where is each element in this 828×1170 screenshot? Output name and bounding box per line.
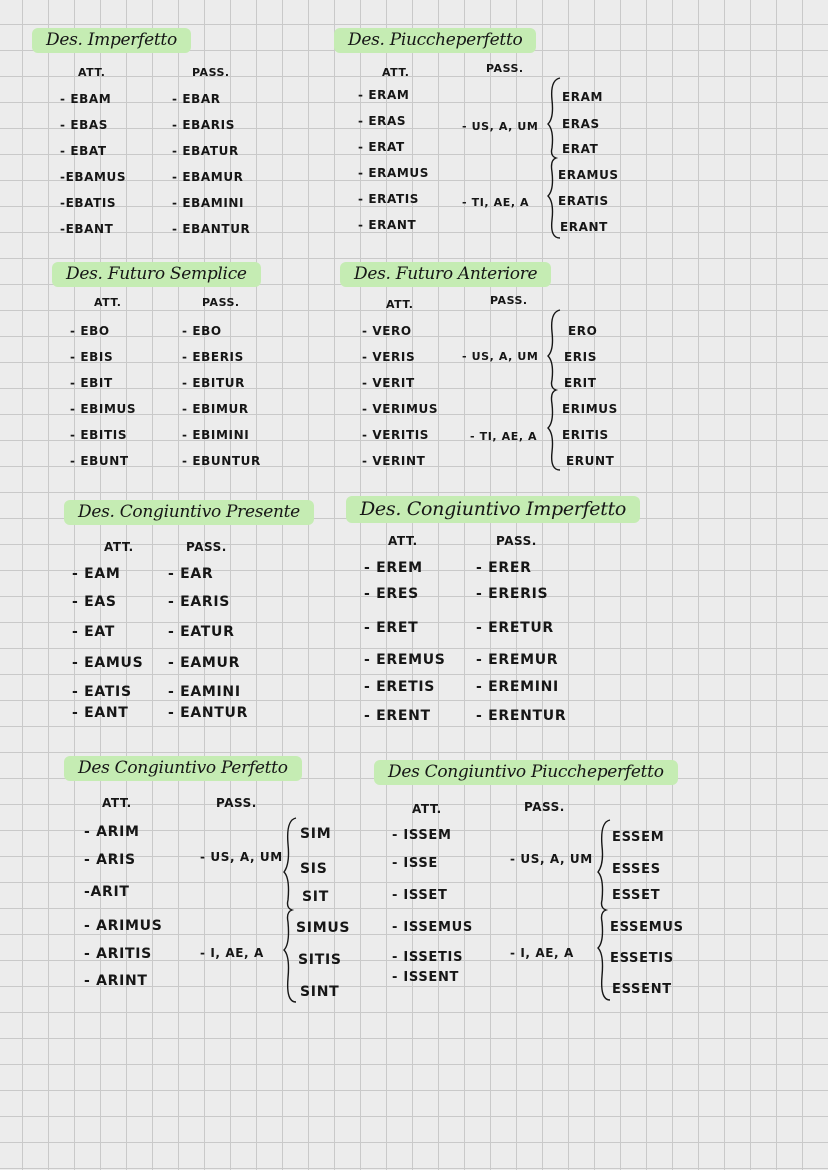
att-header: ATT. <box>102 796 132 810</box>
pass-ending: ESSEM <box>612 830 665 845</box>
att-header: ATT. <box>104 540 134 554</box>
section-title: Des. Futuro Semplice <box>52 262 261 287</box>
pass-header: PASS. <box>524 800 565 814</box>
pass-ending: - EBARIS <box>172 118 235 132</box>
att-ending: - ISSENT <box>392 970 460 985</box>
section-title: Des. Congiuntivo Presente <box>64 500 314 525</box>
pass-ending: SINT <box>300 984 340 1000</box>
pass-ending: - EANTUR <box>168 705 249 721</box>
section-futuro-anteriore <box>340 262 640 482</box>
att-ending: - ERES <box>364 586 419 602</box>
pass-ending: ERITIS <box>562 428 609 442</box>
att-ending: - EBAT <box>60 144 107 158</box>
att-ending: - EBAM <box>60 92 112 106</box>
pass-ending: - EBITUR <box>182 376 245 390</box>
att-ending: - EBIT <box>70 376 113 390</box>
att-ending: - ISSEM <box>392 828 452 843</box>
participle-endings: - I, AE, A <box>200 946 264 960</box>
att-ending: -ARIT <box>84 884 130 900</box>
pass-header: PASS. <box>186 540 227 554</box>
att-ending: - ARIS <box>84 852 136 868</box>
pass-ending: ERIS <box>564 350 597 364</box>
att-ending: - ERATIS <box>358 192 420 206</box>
pass-ending: - EBAMINI <box>172 196 245 210</box>
pass-ending: - EAR <box>168 566 214 582</box>
pass-header: PASS. <box>216 796 257 810</box>
section-congiuntivo-piuccheperfetto <box>374 760 714 1010</box>
participle-endings: - US, A, UM <box>462 350 539 363</box>
att-ending: - ISSE <box>392 856 438 871</box>
att-ending: - VERIT <box>362 376 415 390</box>
pass-ending: ESSES <box>612 862 661 877</box>
pass-ending: ERIT <box>564 376 597 390</box>
pass-ending: - EBAMUR <box>172 170 244 184</box>
pass-ending: ERUNT <box>566 454 615 468</box>
pass-ending: ESSET <box>612 888 661 903</box>
pass-ending: - EREMINI <box>476 679 559 695</box>
pass-ending: - EBIMUR <box>182 402 249 416</box>
att-ending: - EBO <box>70 324 110 338</box>
att-ending: -EBAMUS <box>60 170 127 184</box>
att-ending: - ERAM <box>358 88 410 102</box>
att-ending: - ERET <box>364 620 419 636</box>
att-ending: - ERETIS <box>364 679 436 695</box>
section-title: Des. Imperfetto <box>32 28 191 53</box>
att-ending: - ERAT <box>358 140 405 154</box>
att-ending: - EANT <box>72 705 129 721</box>
att-header: ATT. <box>388 534 418 548</box>
pass-ending: - EBERIS <box>182 350 244 364</box>
section-title: Des Congiuntivo Perfetto <box>64 756 302 781</box>
att-ending: - EAM <box>72 566 121 582</box>
att-ending: - EBITIS <box>70 428 128 442</box>
pass-ending: - EBUNTUR <box>182 454 261 468</box>
pass-ending: ERIMUS <box>562 402 618 416</box>
att-header: ATT. <box>78 66 106 79</box>
pass-ending: - ERENTUR <box>476 708 567 724</box>
participle-endings: - US, A, UM <box>200 850 283 864</box>
att-ending: - ISSETIS <box>392 950 464 965</box>
att-header: ATT. <box>386 298 414 311</box>
att-ending: - EBUNT <box>70 454 129 468</box>
pass-header: PASS. <box>192 66 230 79</box>
att-header: ATT. <box>94 296 122 309</box>
brace-icon <box>546 76 562 240</box>
att-ending: - EAS <box>72 594 117 610</box>
att-ending: - VERO <box>362 324 412 338</box>
pass-ending: ERO <box>568 324 598 338</box>
pass-ending: - EREMUR <box>476 652 559 668</box>
pass-ending: SIS <box>300 861 328 877</box>
pass-ending: SIM <box>300 826 332 842</box>
participle-endings: - I, AE, A <box>510 946 574 960</box>
pass-ending: - EATUR <box>168 624 235 640</box>
brace-icon <box>596 818 612 1002</box>
participle-endings: - TI, AE, A <box>462 196 530 209</box>
pass-ending: - EARIS <box>168 594 231 610</box>
section-congiuntivo-perfetto <box>64 756 364 1006</box>
pass-ending: - ERER <box>476 560 532 576</box>
att-ending: - ARINT <box>84 973 148 989</box>
att-ending: - ARIMUS <box>84 918 163 934</box>
pass-ending: ESSETIS <box>610 951 674 966</box>
att-ending: -EBANT <box>60 222 114 236</box>
pass-ending: - EAMUR <box>168 655 241 671</box>
section-imperfetto <box>32 28 292 248</box>
att-ending: - VERINT <box>362 454 426 468</box>
att-ending: - VERITIS <box>362 428 430 442</box>
pass-ending: - ERERIS <box>476 586 549 602</box>
brace-icon <box>282 816 298 1004</box>
att-header: ATT. <box>382 66 410 79</box>
pass-ending: SIT <box>302 889 329 905</box>
att-ending: - ARIM <box>84 824 140 840</box>
pass-ending: ERAMUS <box>558 168 619 182</box>
att-ending: - ERAMUS <box>358 166 430 180</box>
pass-ending: ERAM <box>562 90 604 104</box>
section-piuccheperfetto <box>334 28 634 248</box>
att-ending: - EBIS <box>70 350 114 364</box>
att-ending: - ERENT <box>364 708 431 724</box>
att-ending: - ARITIS <box>84 946 152 962</box>
att-ending: - ERANT <box>358 218 417 232</box>
pass-ending: ESSEMUS <box>610 920 684 935</box>
pass-ending: - ERETUR <box>476 620 554 636</box>
pass-ending: - EBIMINI <box>182 428 250 442</box>
att-ending: - EAT <box>72 624 116 640</box>
pass-ending: ERATIS <box>558 194 609 208</box>
att-ending: - EATIS <box>72 684 132 700</box>
att-ending: -EBATIS <box>60 196 117 210</box>
participle-endings: - TI, AE, A <box>470 430 538 443</box>
att-header: ATT. <box>412 802 442 816</box>
pass-ending: ESSENT <box>612 982 672 997</box>
att-ending: - EBAS <box>60 118 109 132</box>
pass-ending: ERANT <box>560 220 608 234</box>
pass-header: PASS. <box>202 296 240 309</box>
att-ending: - ISSET <box>392 888 448 903</box>
att-ending: - EREMUS <box>364 652 446 668</box>
section-futuro-semplice <box>52 262 312 482</box>
section-title: Des Congiuntivo Piuccheperfetto <box>374 760 678 785</box>
participle-endings: - US, A, UM <box>510 852 593 866</box>
pass-ending: - EBAR <box>172 92 221 106</box>
participle-endings: - US, A, UM <box>462 120 539 133</box>
section-title: Des. Piuccheperfetto <box>334 28 536 53</box>
att-ending: - VERIMUS <box>362 402 439 416</box>
att-ending: - ISSEMUS <box>392 920 473 935</box>
pass-header: PASS. <box>496 534 537 548</box>
section-congiuntivo-imperfetto <box>346 496 646 732</box>
pass-ending: - EBANTUR <box>172 222 251 236</box>
att-ending: - EREM <box>364 560 423 576</box>
section-title: Des. Congiuntivo Imperfetto <box>346 496 640 523</box>
att-ending: - EBIMUS <box>70 402 137 416</box>
pass-ending: - EBO <box>182 324 222 338</box>
brace-icon <box>546 308 562 472</box>
att-ending: - EAMUS <box>72 655 144 671</box>
pass-header: PASS. <box>490 294 528 307</box>
pass-ending: SITIS <box>298 952 342 968</box>
pass-header: PASS. <box>486 62 524 75</box>
pass-ending: ERAT <box>562 142 599 156</box>
section-congiuntivo-presente <box>64 500 324 730</box>
pass-ending: - EAMINI <box>168 684 241 700</box>
att-ending: - ERAS <box>358 114 407 128</box>
pass-ending: SIMUS <box>296 920 351 936</box>
att-ending: - VERIS <box>362 350 416 364</box>
section-title: Des. Futuro Anteriore <box>340 262 551 287</box>
pass-ending: - EBATUR <box>172 144 239 158</box>
pass-ending: ERAS <box>562 117 600 131</box>
